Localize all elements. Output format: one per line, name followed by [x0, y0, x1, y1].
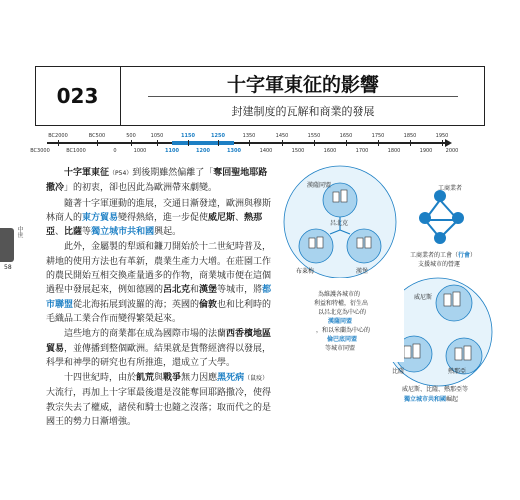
text-span: 和: [190, 285, 200, 296]
timeline-top-label: 1450: [275, 133, 289, 139]
timeline-top-label: 500: [126, 133, 136, 139]
venice-label: 威尼斯: [414, 294, 433, 301]
text-span: 這些地方的商業都在成為國際市場的法蘭: [64, 329, 227, 340]
timeline-top-label: 1250: [211, 133, 225, 139]
text-span: 十四世紀時，由於: [64, 373, 137, 384]
pisa-label: 比薩: [392, 368, 405, 375]
text-span: 興起。: [154, 227, 182, 238]
text-span: 、: [235, 212, 245, 223]
timeline-bottom-label: 1000: [133, 148, 147, 154]
term-crusades: 十字軍東征: [64, 168, 110, 178]
section-number: 023: [35, 66, 121, 126]
text-span: 變得熱絡，進一步促使: [118, 212, 209, 223]
timeline-top-label: 1650: [339, 133, 353, 139]
text-span: 等: [82, 227, 92, 238]
bremen-circle: [299, 229, 333, 263]
text-span: 大流行，再加上十字軍最後還是沒能奪回耶路撒冷，使得教宗失去了權威，諸侯和騎士也隨之沒落；取而代之的是國王的勢力日漸增強。: [46, 388, 272, 428]
timeline-bottom-label: 1700: [355, 148, 369, 154]
timeline-top-label: 1150: [181, 133, 195, 139]
text-span: 隨著十字軍運動的進展，交通日漸發達，歐洲與穆斯林商人的: [46, 198, 272, 223]
timeline-tick: [58, 140, 59, 146]
timeline-top-label: 1350: [242, 133, 256, 139]
guild-caption-line2: 支援城市的營運: [418, 261, 461, 268]
chapter-tab: [0, 228, 14, 262]
body-text: [46, 166, 276, 430]
term-war: 戰爭: [163, 373, 182, 384]
page-ref: （P54）: [109, 170, 133, 177]
term-city-republic: 獨立城市共和國: [404, 396, 447, 403]
timeline-tick: [249, 140, 250, 146]
text-span: 無力因應: [181, 373, 218, 384]
timeline-bottom-label: 1900: [419, 148, 433, 154]
term-black-death: 黑死病: [217, 373, 245, 384]
league-text-1: 為維護各城市的: [318, 291, 361, 298]
text-span: 也和比利時的毛織品工業合作而變得繁榮起來。: [46, 299, 272, 324]
league-text-3: 以呂北克為中心的: [318, 309, 367, 316]
timeline-tick: [378, 140, 379, 146]
timeline-tick: [97, 140, 98, 146]
timeline-tick: [157, 140, 158, 146]
timeline-bottom-label: BC3000: [30, 148, 50, 154]
hamburg-label: 漢堡: [356, 268, 369, 275]
timeline-top-label: 1850: [403, 133, 417, 139]
term-pisa: 比薩: [64, 227, 83, 238]
text-span: 」的初衷，卻也因此為歐洲帶來劇變。: [64, 183, 218, 194]
timeline-tick: [282, 140, 283, 146]
timeline-bottom-label: 1200: [196, 148, 210, 154]
term-plague: （鼠疫）: [244, 375, 269, 383]
timeline-bottom-label: 0: [113, 148, 117, 154]
bremen-label: 布萊梅: [296, 268, 315, 275]
text-span: 此外，金屬製的犁頭和鐮刀開始於十二世紀時普及，耕地的使用方法也有革新，農業生產力大增。在莊園工作的農民開始互相交換產量過多的作物，商業城市便在這個過程中發展起來，例如德國的: [46, 242, 272, 296]
timeline-bottom-label: 1300: [227, 148, 241, 154]
text-span: ）: [470, 252, 477, 259]
timeline-tick: [442, 140, 443, 146]
term-city-republic: 獨立城市共和國: [91, 227, 155, 238]
timeline-bottom-label: BC1000: [66, 148, 86, 154]
page-subtitle: 封建制度的瓦解和商業的發展: [231, 105, 375, 118]
league-text-5: ，和以米蘭為中心的: [316, 327, 371, 334]
timeline-top-label: 1550: [307, 133, 321, 139]
league-text-4: 漢薩同盟: [328, 318, 353, 325]
text-span: 從北海拓展到波羅的海；英國的: [73, 299, 200, 310]
page-number: 58: [4, 264, 12, 271]
timeline-top-label: 1750: [371, 133, 385, 139]
paragraph-1: [46, 166, 276, 196]
term-hamburg: 漢堡: [199, 285, 218, 296]
term-champagne: 西香檳地區貿易: [46, 329, 272, 354]
timeline-top-label: 1050: [150, 133, 164, 139]
timeline-bottom-label: 1800: [387, 148, 401, 154]
timeline-bottom-label: 1500: [291, 148, 305, 154]
paragraph-3: [46, 240, 276, 326]
timeline-axis: [47, 142, 445, 144]
title-divider: [148, 96, 458, 97]
timeline-tick: [314, 140, 315, 146]
term-venice: 威尼斯: [208, 212, 236, 223]
term-jerusalem: 奪回聖地耶路撒冷: [46, 168, 268, 194]
hamburg-circle: [347, 229, 381, 263]
lubeck-label: 呂北克: [330, 220, 349, 227]
term-famine: 飢荒: [136, 373, 155, 384]
text-span: 崛起: [446, 396, 459, 403]
timeline-tick: [131, 140, 132, 146]
timeline-arrow-icon: [445, 139, 452, 147]
term-eastern-trade: 東方貿易: [82, 212, 119, 223]
paragraph-2: [46, 197, 276, 240]
guild-caption-line1: [410, 250, 476, 259]
league-text-6: 倫巴底同盟: [327, 336, 358, 343]
term-city-league: 都市聯盟: [46, 285, 272, 310]
text-span: 工商業者的工會（: [410, 252, 459, 259]
timeline-bottom-label: 1400: [259, 148, 273, 154]
text-span: 到後期雖然偏離了「: [132, 168, 214, 178]
term-london: 倫敦: [199, 299, 218, 310]
timeline-top-label: 1950: [435, 133, 449, 139]
league-text-2: 利益和特權，衍生出: [314, 300, 369, 307]
timeline-tick: [410, 140, 411, 146]
timeline-tick: [218, 140, 219, 146]
term-genoa: 熱那亞: [46, 212, 263, 238]
hanseatic-label: 漢薩同盟: [307, 182, 332, 189]
timeline-bottom-label: 2000: [445, 148, 459, 154]
merchant-label: 工商業者: [438, 185, 463, 192]
paragraph-4: [46, 327, 276, 370]
timeline-top-label: BC500: [88, 133, 106, 139]
league-text-7: 等城市同盟: [325, 345, 356, 352]
text-span: 、: [55, 227, 65, 238]
timeline-bottom-label: 1600: [323, 148, 337, 154]
term-guild: 行會: [458, 252, 471, 259]
term-lubeck: 呂北克: [163, 285, 191, 296]
text-span: ，並傳播到整個歐洲。結果就是貨幣經濟得以發展，科學和神學的研究也有所推進，還成立了大學。: [46, 343, 272, 368]
genoa-label: 熱那亞: [448, 368, 467, 375]
timeline-tick: [188, 140, 189, 146]
merchant-network-icon: [419, 190, 464, 244]
timeline-highlight-segment: [172, 141, 234, 145]
chapter-label: 中世: [16, 226, 23, 238]
text-span: 等城市，將: [217, 285, 263, 296]
timeline-bottom-label: 1100: [165, 148, 179, 154]
page-title: 十字軍東征的影響: [226, 74, 379, 96]
italian-caption-line2: [404, 394, 458, 403]
paragraph-5: [46, 371, 276, 429]
timeline-tick: [346, 140, 347, 146]
timeline-top-label: BC2000: [48, 133, 68, 139]
italian-caption-line1: 威尼斯、比薩、熱那亞等: [402, 386, 469, 393]
text-span: 與: [154, 373, 164, 384]
